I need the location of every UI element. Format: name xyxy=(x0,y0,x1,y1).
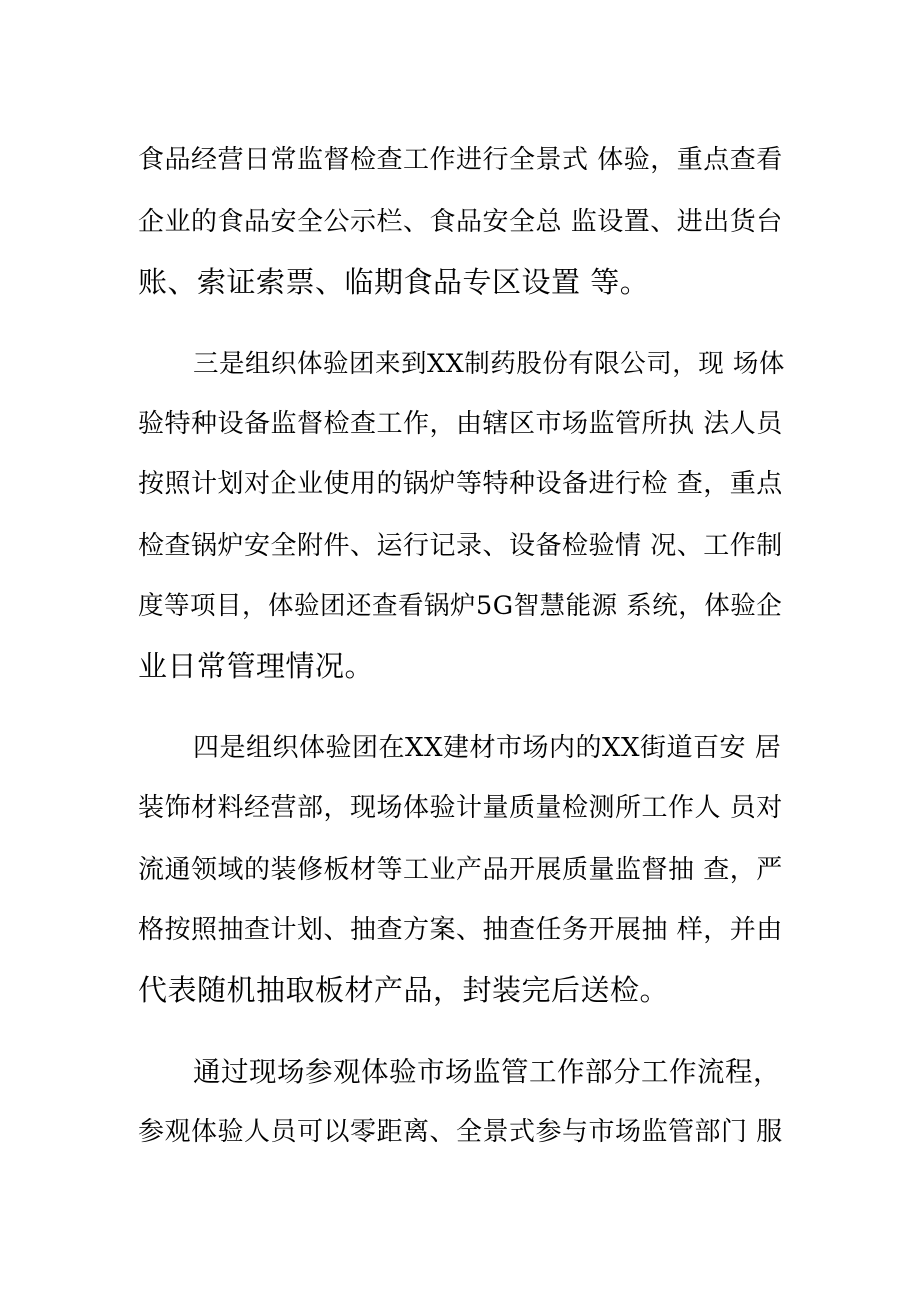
text-line: 格按照抽查计划、抽查方案、抽查任务开展抽 样，并由 xyxy=(138,915,783,945)
text-line: 账、索证索票、临期食品专区设置 等。 xyxy=(138,265,650,299)
text-line: 代表随机抽取板材产品，封装完后送检。 xyxy=(138,973,670,1007)
text-line: 四是组织体验团在XX建材市场内的XX街道百安 居 xyxy=(193,733,782,763)
text-line: 业日常管理情况。 xyxy=(138,649,375,683)
text-line: 度等项目，体验团还查看锅炉5G智慧能源 系统，体验企 xyxy=(138,591,783,621)
text-line: 食品经营日常监督检查工作进行全景式 体验，重点查看 xyxy=(138,145,783,175)
text-line: 检查锅炉安全附件、运行记录、设备检验情 况、工作制 xyxy=(138,531,783,561)
text-line: 验特种设备监督检查工作，由辖区市场监管所执 法人员 xyxy=(138,409,783,439)
text-line: 参观体验人员可以零距离、全景式参与市场监管部门 服 xyxy=(138,1117,783,1147)
text-line: 流通领域的装修板材等工业产品开展质量监督抽 查，严 xyxy=(138,855,783,885)
text-line: 按照计划对企业使用的锅炉等特种设备进行检 查，重点 xyxy=(138,469,783,499)
text-line: 装饰材料经营部，现场体验计量质量检测所工作人 员对 xyxy=(138,793,783,823)
text-line: 三是组织体验团来到XX制药股份有限公司，现 场体 xyxy=(193,349,785,379)
text-line: 通过现场参观体验市场监管工作部分工作流程， xyxy=(193,1056,781,1088)
text-line: 企业的食品安全公示栏、食品安全总 监设置、进出货台 xyxy=(138,207,783,237)
